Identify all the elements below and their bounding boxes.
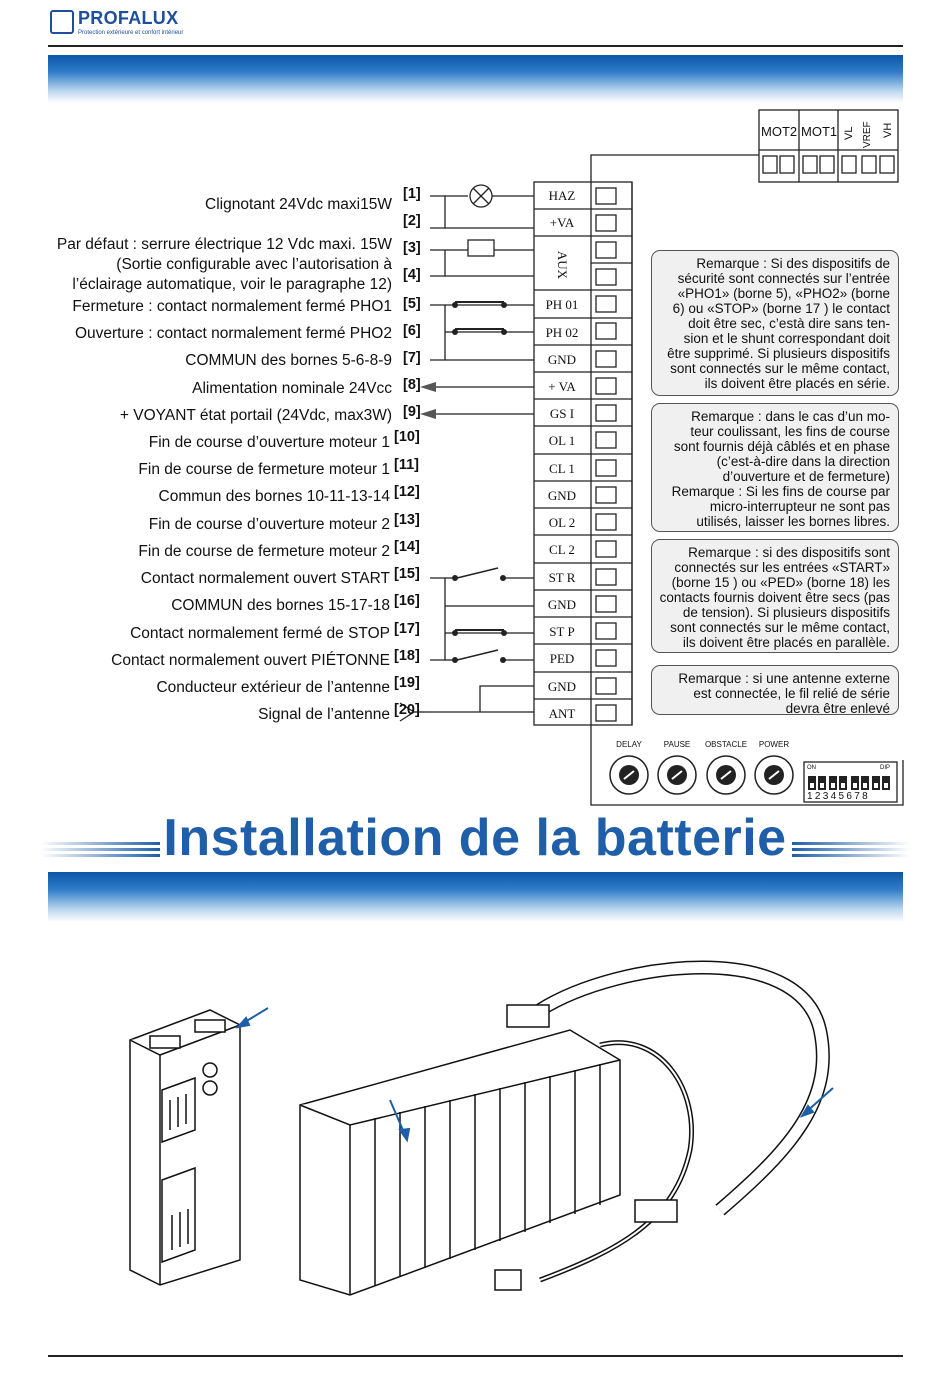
terminal-va-8: + VA bbox=[548, 379, 576, 394]
knob-label-obstacle: OBSTACLE bbox=[704, 740, 748, 749]
label-row-13: Fin de course d’ouverture moteur 2 bbox=[148, 516, 390, 533]
section-title: Installation de la batterie bbox=[163, 809, 787, 867]
terminal-gsi: GS I bbox=[549, 406, 575, 421]
num-4: [4] bbox=[403, 267, 421, 283]
note-safety: Remarque : Si des dispositifs de sécurité sont connectés sur l’entrée «PHO1» (borne 5), «PHO2» (borne 6) ou «STOP» (borne 17 ) le contact doit être sec, c’està dire sans ten- sion et le shunt correspondant doit être supprimé. Si plusieurs dispositifs sont connectés sur le même contact, ils doivent être placés en série. bbox=[651, 250, 899, 396]
connector-bottom bbox=[635, 1200, 677, 1222]
terminal-ph02: PH 02 bbox=[545, 325, 579, 340]
label-row-7: COMMUN des bornes 5-6-8-9 bbox=[185, 352, 392, 369]
label-row-16: COMMUN des bornes 15-17-18 bbox=[171, 597, 390, 614]
potentiometers bbox=[610, 756, 793, 794]
aux-label-line-2: (Sortie configurable avec l’autorisation à bbox=[116, 256, 392, 273]
motor-terminal-squares bbox=[763, 156, 894, 173]
terminal-cl1: CL 1 bbox=[549, 461, 575, 476]
junction-dots bbox=[452, 302, 507, 663]
vh-label: VH bbox=[882, 122, 894, 138]
terminal-gnd-7: GND bbox=[547, 352, 577, 367]
mot1-label: MOT1 bbox=[801, 124, 838, 139]
mot2-label: MOT2 bbox=[761, 124, 798, 139]
label-row-6: Ouverture : contact normalement fermé PHO2 bbox=[74, 325, 392, 342]
num-10: [10] bbox=[394, 429, 420, 445]
num-14: [14] bbox=[394, 539, 420, 555]
label-row-14: Fin de course de fermeture moteur 2 bbox=[138, 543, 390, 560]
note-start-ped: Remarque : si des dispositifs sont connectés sur les entrées «START» (borne 15 ) ou «PED» (borne 18) les contacts fournis doivent être secs (pas de tension). Si plusieurs dispositifs sont connectés sur le même contact, ils doivent être placés en parallèle. bbox=[651, 539, 899, 653]
label-row-8: Alimentation nominale 24Vcc bbox=[192, 380, 392, 397]
terminal-aux: AUX bbox=[555, 250, 570, 280]
knob-label-delay: DELAY bbox=[616, 740, 642, 749]
num-7: [7] bbox=[403, 350, 421, 366]
small-connector bbox=[495, 1270, 521, 1290]
dip-numbers: 12345678 bbox=[807, 791, 870, 802]
lock-icon bbox=[468, 240, 494, 256]
num-6: [6] bbox=[403, 323, 421, 339]
num-5: [5] bbox=[403, 296, 421, 312]
num-2: [2] bbox=[403, 213, 421, 229]
terminal-ol1: OL 1 bbox=[548, 433, 576, 448]
label-row-15: Contact normalement ouvert START bbox=[140, 570, 390, 587]
aux-label-line-1: Par défaut : serrure électrique 12 Vdc maxi. 15W bbox=[56, 236, 392, 253]
terminal-str: ST R bbox=[548, 570, 576, 585]
vref-label: VREF bbox=[862, 121, 873, 148]
label-row-19: Conducteur extérieur de l’antenne bbox=[156, 679, 390, 696]
label-row-12: Commun des bornes 10-11-13-14 bbox=[158, 488, 390, 505]
num-9: [9] bbox=[403, 404, 421, 420]
label-row-10: Fin de course d’ouverture moteur 1 bbox=[148, 434, 390, 451]
label-row-17: Contact normalement fermé de STOP bbox=[130, 625, 390, 642]
num-20: [20] bbox=[394, 702, 420, 718]
label-row-20: Signal de l’antenne bbox=[258, 706, 390, 723]
battery-illustration bbox=[100, 950, 860, 1330]
brand-name: PROFALUX bbox=[78, 8, 179, 28]
terminal-gnd-19: GND bbox=[547, 679, 577, 694]
blue-band-bottom bbox=[48, 872, 903, 922]
label-row-18: Contact normalement ouvert PIÉTONNE bbox=[111, 652, 390, 669]
terminal-va: +VA bbox=[549, 215, 575, 230]
num-18: [18] bbox=[394, 648, 420, 664]
terminal-ph01: PH 01 bbox=[545, 297, 579, 312]
aux-label-line-3: l’éclairage automatique, voir le paragraphe 12) bbox=[72, 276, 392, 293]
num-13: [13] bbox=[394, 512, 420, 528]
dip-on-label: ON bbox=[807, 765, 816, 771]
num-17: [17] bbox=[394, 621, 420, 637]
note-limit-switches: Remarque : dans le cas d’un mo- teur coulissant, les fins de course sont fournis déjà câblés et en phase (c’est-à-dire dans la direction d’ouverture et de fermeture) Remarque : Si les fins de course par micro-interrupteur ne sont pas utilisés, laisser les bornes libres. bbox=[651, 403, 899, 532]
terminal-ol2: OL 2 bbox=[548, 515, 576, 530]
charger-module bbox=[130, 1010, 240, 1285]
num-3: [3] bbox=[403, 240, 421, 256]
brand-tagline: Protection extérieure et confort intérieur bbox=[78, 30, 184, 36]
connector-top bbox=[507, 1005, 549, 1027]
label-row-11: Fin de course de fermeture moteur 1 bbox=[138, 461, 390, 478]
terminal-ant: ANT bbox=[548, 706, 576, 721]
terminal-haz: HAZ bbox=[548, 188, 576, 203]
terminal-gnd-12: GND bbox=[547, 488, 577, 503]
num-19: [19] bbox=[394, 675, 420, 691]
label-row-1: Clignotant 24Vdc maxi15W bbox=[205, 196, 392, 213]
num-11: [11] bbox=[394, 457, 419, 473]
num-12: [12] bbox=[394, 484, 420, 500]
label-row-5: Fermeture : contact normalement fermé PHO1 bbox=[72, 298, 392, 315]
knob-label-pause: PAUSE bbox=[663, 740, 691, 749]
num-16: [16] bbox=[394, 593, 420, 609]
vl-label: VL bbox=[843, 126, 855, 140]
dip-switch-levers bbox=[810, 783, 888, 788]
note-antenna: Remarque : si une antenne externe est connectée, le fil relié de série devra être enlevé bbox=[651, 665, 899, 715]
arrow-heads bbox=[420, 382, 436, 419]
dip-label: DIP bbox=[880, 765, 891, 771]
num-8: [8] bbox=[403, 377, 421, 393]
terminal-cl2: CL 2 bbox=[549, 542, 575, 557]
terminal-gnd-16: GND bbox=[547, 597, 577, 612]
knob-label-power: POWER bbox=[758, 740, 790, 749]
terminal-ped: PED bbox=[549, 651, 575, 666]
footer-rule bbox=[48, 1355, 903, 1357]
battery-pack bbox=[300, 1030, 620, 1295]
num-1: [1] bbox=[403, 186, 421, 202]
terminal-stp: ST P bbox=[549, 624, 575, 639]
num-15: [15] bbox=[394, 566, 420, 582]
label-row-9: + VOYANT état portail (24Vdc, max3W) bbox=[119, 407, 392, 424]
